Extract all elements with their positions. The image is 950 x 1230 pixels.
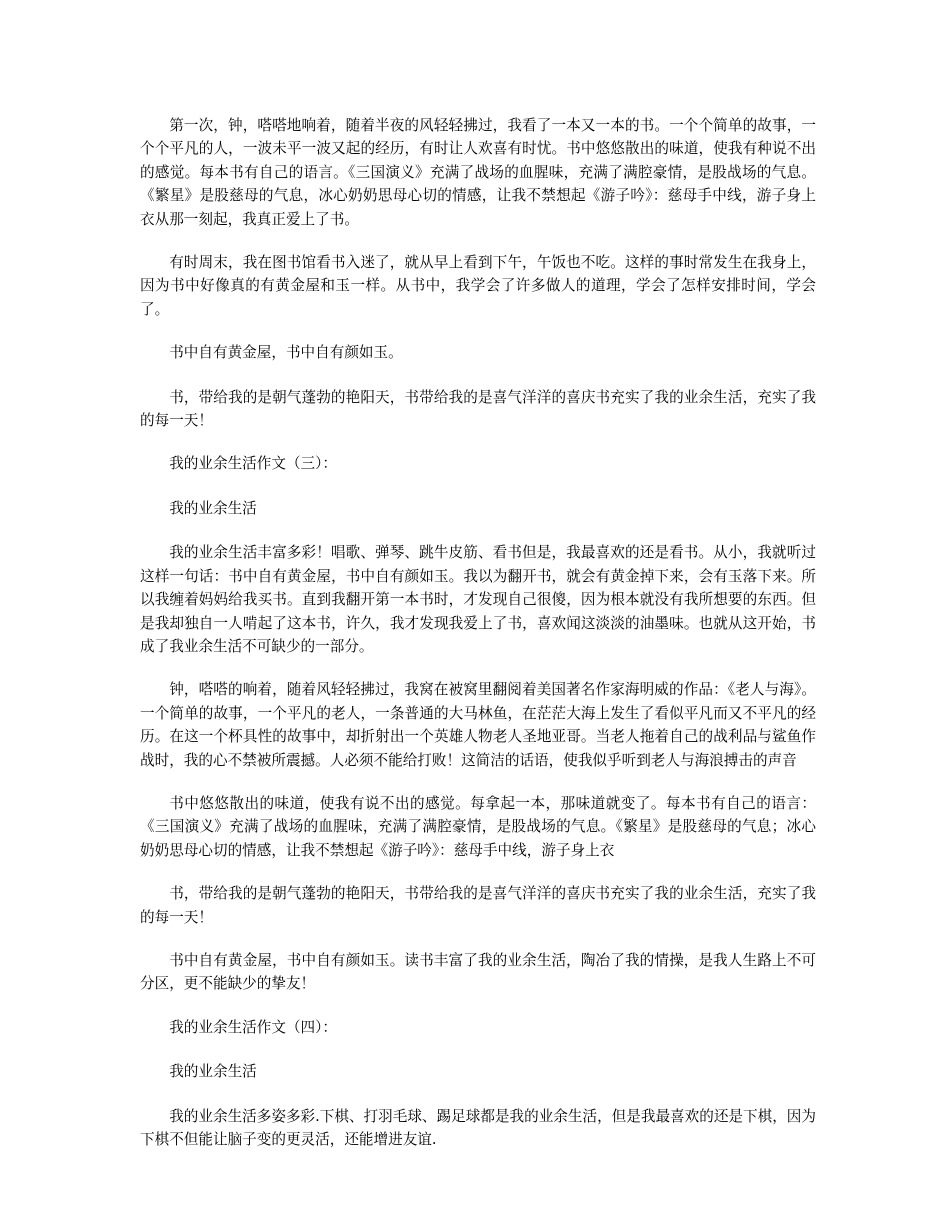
section-heading: 我的业余生活作文（三）： bbox=[169, 455, 338, 473]
paragraph: 我的业余生活多姿多彩.下棋、打羽毛球、踢足球都是我的业余生活，但是我最喜欢的还是下棋，因为下棋不但能让脑子变的更灵活，还能增进友谊. bbox=[140, 1107, 816, 1148]
paragraph: 我的业余生活丰富多彩！唱歌、弹琴、跳牛皮筋、看书但是，我最喜欢的还是看书。从小，我就听过这样一句话：书中自有黄金屋，书中自有颜如玉。我以为翻开书，就会有黄金掉下来，会有玉落下来。所以我缠着妈妈给我买书。直到我翻开第一本书时，才发现自己很傻，因为根本就没有我所想要的东西。但是我却独自一人啃起了这本书，许久，我才发现我爱上了书，喜欢闻这淡淡的油墨味。也就从这开始，书成了我业余生活不可缺少的一部分。 bbox=[140, 544, 816, 655]
document-body bbox=[140, 114, 816, 1171]
paragraph: 书中悠悠散出的味道，使我有说不出的感觉。每拿起一本，那味道就变了。每本书有自己的语言：《三国演义》充满了战场的血腥味，充满了满腔豪情，是股战场的气息。《繁星》是股慈母的气息；冰心奶奶思母心切的情感，让我不禁想起《游子吟》：慈母手中线，游子身上衣 bbox=[140, 794, 816, 859]
paragraph: 书，带给我的是朝气蓬勃的艳阳天，书带给我的是喜气洋洋的喜庆书充实了我的业余生活，充实了我的每一天！ bbox=[140, 388, 816, 430]
essay-title: 我的业余生活 bbox=[169, 499, 257, 517]
essay-title: 我的业余生活 bbox=[169, 1063, 257, 1081]
paragraph: 钟，嗒嗒的响着，随着风轻轻拂过，我窝在被窝里翻阅着美国著名作家海明威的作品：《老人与海》。一个简单的故事，一个平凡的老人，一条普通的大马林鱼，在茫茫大海上发生了看似平凡而又不平凡的经历。在这一个杯具性的故事中，却折射出一个英雄人物老人圣地亚哥。当老人拖着自己的战利品与鲨鱼作战时，我的心不禁被所震撼。人必须不能给打败！这简洁的话语，使我似乎听到老人与海浪搏击的声音 bbox=[140, 681, 816, 769]
section-heading: 我的业余生活作文（四）： bbox=[169, 1018, 338, 1036]
paragraph: 书中自有黄金屋，书中自有颜如玉。读书丰富了我的业余生活，陶冶了我的情操，是我人生路上不可分区，更不能缺少的挚友！ bbox=[140, 951, 816, 993]
paragraph: 书中自有黄金屋，书中自有颜如玉。 bbox=[169, 344, 403, 362]
paragraph: 第一次，钟，嗒嗒地响着，随着半夜的风轻轻拂过，我看了一本又一本的书。一个个简单的故事，一个个平凡的人，一波未平一波又起的经历，有时让人欢喜有时忧。书中悠悠散出的味道，使我有种说不出的感觉。每本书有自己的语言。《三国演义》充满了战场的血腥味，充满了满腔豪情，是股战场的气息。《繁星》是股慈母的气息，冰心奶奶思母心切的情感，让我不禁想起《游子吟》：慈母手中线，游子身上衣从那一刻起，我真正爱上了书。 bbox=[140, 117, 816, 228]
paragraph: 有时周末，我在图书馆看书入迷了，就从早上看到下午，午饭也不吃。这样的事时常发生在我身上，因为书中好像真的有黄金屋和玉一样。从书中，我学会了许多做人的道理，学会了怎样安排时间，学会了。 bbox=[140, 254, 816, 318]
paragraph: 书，带给我的是朝气蓬勃的艳阳天，书带给我的是喜气洋洋的喜庆书充实了我的业余生活，充实了我的每一天！ bbox=[140, 885, 816, 926]
